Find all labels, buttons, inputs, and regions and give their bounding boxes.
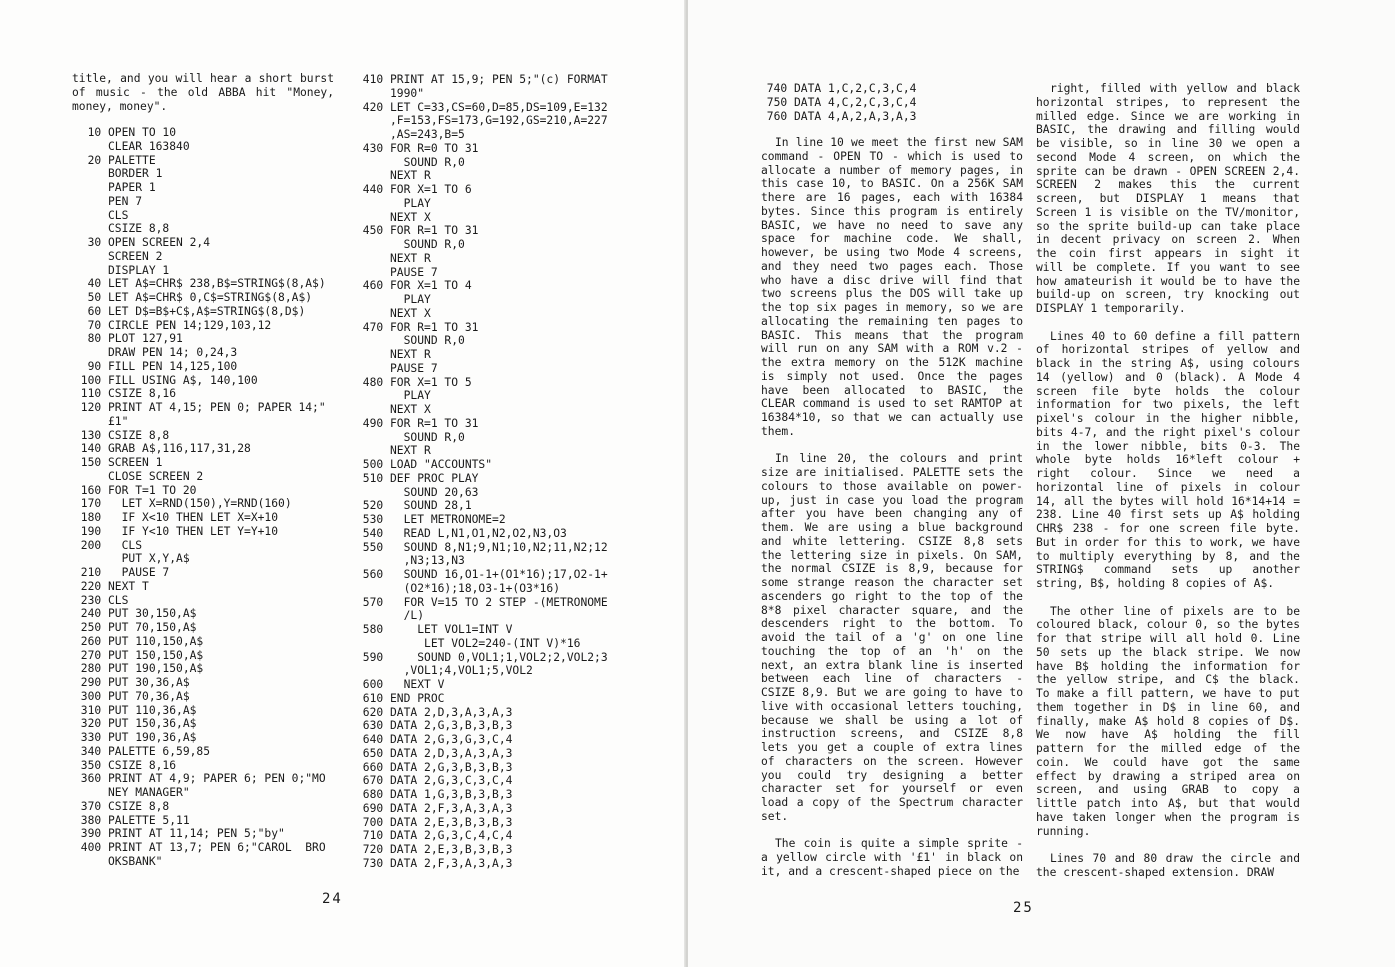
listing-line: 220 NEXT T bbox=[74, 579, 149, 593]
listing-line: ,F=153,FS=173,G=192,GS=210,A=227 bbox=[356, 114, 608, 128]
page-number-right: 25 bbox=[1013, 900, 1034, 916]
article-paragraph: The coin is quite a simple sprite - a yellow circle with '£1' in black on it, and a crescent-shaped piece on the bbox=[761, 837, 1023, 878]
listing-line: 440 FOR X=1 TO 6 bbox=[356, 183, 472, 196]
page-number-left: 24 bbox=[322, 891, 343, 907]
listing-line: 70 CIRCLE PEN 14;129,103,12 bbox=[74, 318, 272, 332]
listing-line: 390 PRINT AT 11,14; PEN 5;"by" bbox=[74, 827, 285, 841]
article-paragraph: In line 20, the colours and print size are initialised. PALETTE sets the colours to those available on power-up, just in case you load the program after you have been changing any of them. We are using a blue background and white lettering. CSIZE 8,8 sets the lettering size in pixels. On SAM, the normal CSIZE is 8,9, because for some strange reason the character set ascenders go right to the top of the 8*8 pixel character square, and the descenders right to the bottom. To avoid the tail of a 'g' on one line touching the top of an 'h' on the next, an extra blank line is inserted between each line of characters - CSIZE 8,9. But we are going to have to live with occasional letters touching, because we shall be using a lot of instruction screens, and CSIZE 8,8 lets you get a couple of extra lines of characters on the screen. However you could try designing a better character set for yourself or even load a copy of the Spectrum character set. bbox=[761, 452, 1023, 823]
listing-line: PLAY bbox=[356, 389, 431, 403]
listing-line: 590 SOUND 0,VOL1;1,VOL2;2,VOL2;3 bbox=[356, 650, 608, 664]
listing-line: 610 END PROC bbox=[356, 691, 445, 705]
listing-line: 630 DATA 2,G,3,B,3,B,3 bbox=[356, 719, 513, 733]
listing-line: DISPLAY 1 bbox=[74, 263, 170, 277]
listing-line: SCREEN 2 bbox=[74, 249, 163, 263]
listing-line: 110 CSIZE 8,16 bbox=[74, 387, 177, 401]
listing-line: 230 CLS bbox=[74, 593, 129, 607]
listing-line: 680 DATA 1,G,3,B,3,B,3 bbox=[356, 788, 513, 801]
listing-line: 100 FILL USING A$, 140,100 bbox=[74, 373, 258, 387]
listing-line: 550 SOUND 8,N1;9,N1;10,N2;11,N2;12 bbox=[356, 540, 608, 554]
listing-line: 560 SOUND 16,O1-1+(O1*16);17,O2-1+ bbox=[356, 568, 608, 581]
listing-line: PUT X,Y,A$ bbox=[74, 552, 190, 566]
listing-line: 330 PUT 190,36,A$ bbox=[74, 731, 197, 744]
listing-line: 240 PUT 30,150,A$ bbox=[74, 607, 197, 621]
listing-line: 370 CSIZE 8,8 bbox=[74, 799, 170, 813]
listing-line: 660 DATA 2,G,3,B,3,B,3 bbox=[356, 760, 513, 774]
listing-line: 710 DATA 2,G,3,C,4,C,4 bbox=[356, 829, 513, 843]
listing-line: 400 PRINT AT 13,7; PEN 6;"CAROL BRO bbox=[74, 841, 326, 854]
left-page bbox=[0, 0, 688, 967]
listing-line: 200 CLS bbox=[74, 538, 143, 552]
listing-line: 20 PALETTE bbox=[74, 153, 156, 167]
listing-line: 1990" bbox=[356, 86, 425, 100]
program-listing-part-1 bbox=[74, 126, 354, 869]
listing-line: 470 FOR R=1 TO 31 bbox=[356, 320, 479, 334]
listing-line: 160 FOR T=1 TO 20 bbox=[74, 483, 197, 497]
listing-line: 50 LET A$=CHR$ 0,C$=STRING$(8,A$) bbox=[74, 291, 313, 304]
listing-line: 600 NEXT V bbox=[356, 678, 445, 691]
listing-line: PAUSE 7 bbox=[356, 265, 438, 279]
listing-line: NEXT R bbox=[356, 444, 431, 458]
listing-line: 130 CSIZE 8,8 bbox=[74, 428, 170, 442]
listing-line: 500 LOAD "ACCOUNTS" bbox=[356, 458, 493, 471]
listing-line: 620 DATA 2,D,3,A,3,A,3 bbox=[356, 705, 513, 719]
listing-line: CLOSE SCREEN 2 bbox=[74, 469, 204, 483]
listing-line: 450 FOR R=1 TO 31 bbox=[356, 224, 479, 238]
listing-line: 210 PAUSE 7 bbox=[74, 566, 170, 579]
listing-line: 490 FOR R=1 TO 31 bbox=[356, 416, 479, 430]
listing-line: SOUND R,0 bbox=[356, 334, 465, 348]
listing-line: CLEAR 163840 bbox=[74, 139, 190, 153]
listing-line: 280 PUT 190,150,A$ bbox=[74, 662, 204, 676]
listing-line: PLAY bbox=[356, 196, 431, 210]
listing-line: 320 PUT 150,36,A$ bbox=[74, 717, 197, 731]
listing-line: 260 PUT 110,150,A$ bbox=[74, 634, 204, 648]
article-column-1 bbox=[761, 136, 1023, 892]
listing-line: SOUND R,0 bbox=[356, 430, 465, 444]
listing-line: 180 IF X<10 THEN LET X=X+10 bbox=[74, 511, 279, 524]
listing-line: 430 FOR R=0 TO 31 bbox=[356, 141, 479, 155]
listing-line: 120 PRINT AT 4,15; PEN 0; PAPER 14;" bbox=[74, 401, 326, 414]
program-listing-part-2 bbox=[356, 73, 646, 871]
listing-line: 760 DATA 4,A,2,A,3,A,3 bbox=[760, 109, 917, 123]
listing-line: 690 DATA 2,F,3,A,3,A,3 bbox=[356, 801, 513, 815]
listing-line: 40 LET A$=CHR$ 238,B$=STRING$(8,A$) bbox=[74, 277, 326, 291]
listing-line: SOUND R,0 bbox=[356, 238, 465, 251]
listing-line: NEXT X bbox=[356, 306, 431, 320]
listing-line: /L) bbox=[356, 609, 425, 623]
listing-line: DRAW PEN 14; 0,24,3 bbox=[74, 346, 238, 359]
listing-line: 350 CSIZE 8,16 bbox=[74, 758, 177, 772]
listing-line: BORDER 1 bbox=[74, 167, 163, 181]
listing-line: 340 PALETTE 6,59,85 bbox=[74, 744, 211, 758]
intro-paragraph bbox=[72, 72, 334, 127]
listing-line: PEN 7 bbox=[74, 194, 143, 208]
listing-line: £1" bbox=[74, 414, 129, 428]
listing-line: 190 IF Y<10 THEN LET Y=Y+10 bbox=[74, 524, 279, 538]
listing-line: 530 LET METRONOME=2 bbox=[356, 513, 506, 526]
listing-line: 480 FOR X=1 TO 5 bbox=[356, 375, 472, 389]
listing-line: 380 PALETTE 5,11 bbox=[74, 813, 190, 827]
article-paragraph: In line 10 we meet the first new SAM command - OPEN TO - which is used to allocate a number of memory pages, in this case 10, to BASIC. On a 256K SAM there are 16 pages, each with 16384 bytes. Since this program is entirely BASIC, we have no need to save any space for machine code. We shall, however, be using two Mode 4 screens, and they need two pages each. Those who have a disc drive will find that two screens plus the DOS will take up the top six pages in memory, so we are allocating the remaining ten pages to BASIC. This means that the program will run on any SAM with a ROM v.2 - the extra memory on the 512K machine is simply not used. Once the pages have been allocated to BASIC, the CLEAR command is used to set RAMTOP at 16384*10, so that we can actually use them. bbox=[761, 136, 1023, 438]
listing-line: 720 DATA 2,E,3,B,3,B,3 bbox=[356, 843, 513, 856]
right-page bbox=[688, 0, 1395, 967]
listing-line: NEXT R bbox=[356, 348, 431, 361]
listing-line: SOUND R,0 bbox=[356, 155, 465, 169]
listing-line: 420 LET C=33,CS=60,D=85,DS=109,E=132 bbox=[356, 100, 608, 114]
listing-line: 580 LET VOL1=INT V bbox=[356, 623, 513, 636]
listing-line: NEXT X bbox=[356, 210, 431, 224]
listing-line: PAPER 1 bbox=[74, 181, 156, 194]
listing-line: 270 PUT 150,150,A$ bbox=[74, 648, 204, 662]
listing-line: 570 FOR V=15 TO 2 STEP -(METRONOME bbox=[356, 595, 608, 609]
listing-line: OKSBANK" bbox=[74, 854, 163, 868]
listing-line: ,AS=243,B=5 bbox=[356, 128, 465, 141]
listing-line: 250 PUT 70,150,A$ bbox=[74, 621, 197, 634]
listing-line: 460 FOR X=1 TO 4 bbox=[356, 279, 472, 293]
listing-line: ,VOL1;4,VOL1;5,VOL2 bbox=[356, 664, 533, 678]
listing-line: 540 READ L,N1,O1,N2,O2,N3,O3 bbox=[356, 526, 567, 540]
listing-line: 700 DATA 2,E,3,B,3,B,3 bbox=[356, 815, 513, 829]
listing-line: 60 LET D$=B$+C$,A$=STRING$(8,D$) bbox=[74, 304, 306, 318]
listing-line: NEXT R bbox=[356, 251, 431, 265]
listing-line: 640 DATA 2,G,3,G,3,C,4 bbox=[356, 733, 513, 746]
article-paragraph: Lines 40 to 60 define a fill pattern of horizontal stripes of yellow and black in the string A$, using colours 14 (yellow) and 0 (black). A Mode 4 screen file byte holds the colour information for two pixels, the left pixel's colour in the higher nibble, bits 4-7, and the right pixel's colour in the lower nibble, bits 0-3. The whole byte holds 16*left colour + right colour. Since we need a horizontal line of pixels in colour 14, all the bytes will hold 16*14+14 = 238. Line 40 first sets up A$ holding CHR$ 238 - for one screen file byte. But in order for this to work, we have to multiply everything by 8, and the STRING$ command sets up another string, B$, holding 8 copies of A$. bbox=[1036, 329, 1300, 590]
listing-line: 290 PUT 30,36,A$ bbox=[74, 676, 190, 689]
listing-line: CLS bbox=[74, 208, 129, 222]
article-column-2 bbox=[1036, 82, 1300, 893]
listing-line: NEXT R bbox=[356, 169, 431, 183]
listing-line: 740 DATA 1,C,2,C,3,C,4 bbox=[760, 82, 917, 95]
listing-line: 310 PUT 110,36,A$ bbox=[74, 703, 197, 717]
listing-line: 140 GRAB A$,116,117,31,28 bbox=[74, 442, 251, 456]
program-listing-part-3 bbox=[760, 82, 1020, 123]
article-paragraph: right, filled with yellow and black horizontal stripes, to represent the milled edge. Since we are working in BASIC, the drawing and filling would be visible, so in line 30 we open a second Mode 4 screen, on which the sprite can be drawn - OPEN SCREEN 2,4. SCREEN 2 makes this the current screen, but DISPLAY 1 means that Screen 1 is visible on the TV/monitor, so the sprite build-up can take place in decent privacy on screen 2. When the coin first appears in sight it will be complete. If you want to see how amateurish it would be to have the build-up on screen, try knocking out DISPLAY 1 temporarily. bbox=[1036, 82, 1300, 315]
listing-line: 90 FILL PEN 14,125,100 bbox=[74, 359, 238, 373]
listing-line: 360 PRINT AT 4,9; PAPER 6; PEN 0;"MO bbox=[74, 772, 326, 786]
listing-line: NEXT X bbox=[356, 403, 431, 416]
listing-line: ,N3;13,N3 bbox=[356, 554, 465, 568]
listing-line: 730 DATA 2,F,3,A,3,A,3 bbox=[356, 856, 513, 870]
listing-line: NEY MANAGER" bbox=[74, 786, 190, 799]
listing-line: 650 DATA 2,D,3,A,3,A,3 bbox=[356, 746, 513, 760]
listing-line: 170 LET X=RND(150),Y=RND(160) bbox=[74, 497, 292, 511]
listing-line: 670 DATA 2,G,3,C,3,C,4 bbox=[356, 774, 513, 788]
listing-line: 80 PLOT 127,91 bbox=[74, 332, 183, 346]
listing-line: CSIZE 8,8 bbox=[74, 222, 170, 236]
article-paragraph: Lines 70 and 80 draw the circle and the crescent-shaped extension. DRAW bbox=[1036, 852, 1300, 879]
listing-line: 410 PRINT AT 15,9; PEN 5;"(c) FORMAT bbox=[356, 73, 608, 86]
listing-line: 520 SOUND 28,1 bbox=[356, 499, 472, 513]
listing-line: 750 DATA 4,C,2,C,3,C,4 bbox=[760, 95, 917, 109]
listing-line: PLAY bbox=[356, 293, 431, 306]
listing-line: (O2*16);18,O3-1+(O3*16) bbox=[356, 581, 561, 595]
intro-text: title, and you will hear a short burst of music - the old ABBA hit "Money, money, money". bbox=[72, 72, 334, 113]
listing-line: 150 SCREEN 1 bbox=[74, 456, 163, 469]
listing-line: 10 OPEN TO 10 bbox=[74, 126, 177, 139]
article-paragraph: The other line of pixels are to be coloured black, colour 0, so the bytes for that stripe will all hold 0. Line 50 sets up the black stripe. We now have B$ holding the information for the yellow stripe, and C$ the black. To make a fill pattern, we have to put them together in D$ in line 60, and finally, make A$ hold 8 copies of D$. We now have A$ holding the fill pattern for the milled edge of the coin. We could have got the same effect by drawing a striped area on screen, and using GRAB to copy a little patch into A$, but that would have taken longer when the program is running. bbox=[1036, 604, 1300, 838]
listing-line: SOUND 20,63 bbox=[356, 485, 479, 499]
listing-line: 510 DEF PROC PLAY bbox=[356, 471, 479, 485]
listing-line: PAUSE 7 bbox=[356, 361, 438, 375]
listing-line: 30 OPEN SCREEN 2,4 bbox=[74, 236, 211, 249]
listing-line: LET VOL2=240-(INT V)*16 bbox=[356, 636, 581, 650]
listing-line: 300 PUT 70,36,A$ bbox=[74, 689, 190, 703]
